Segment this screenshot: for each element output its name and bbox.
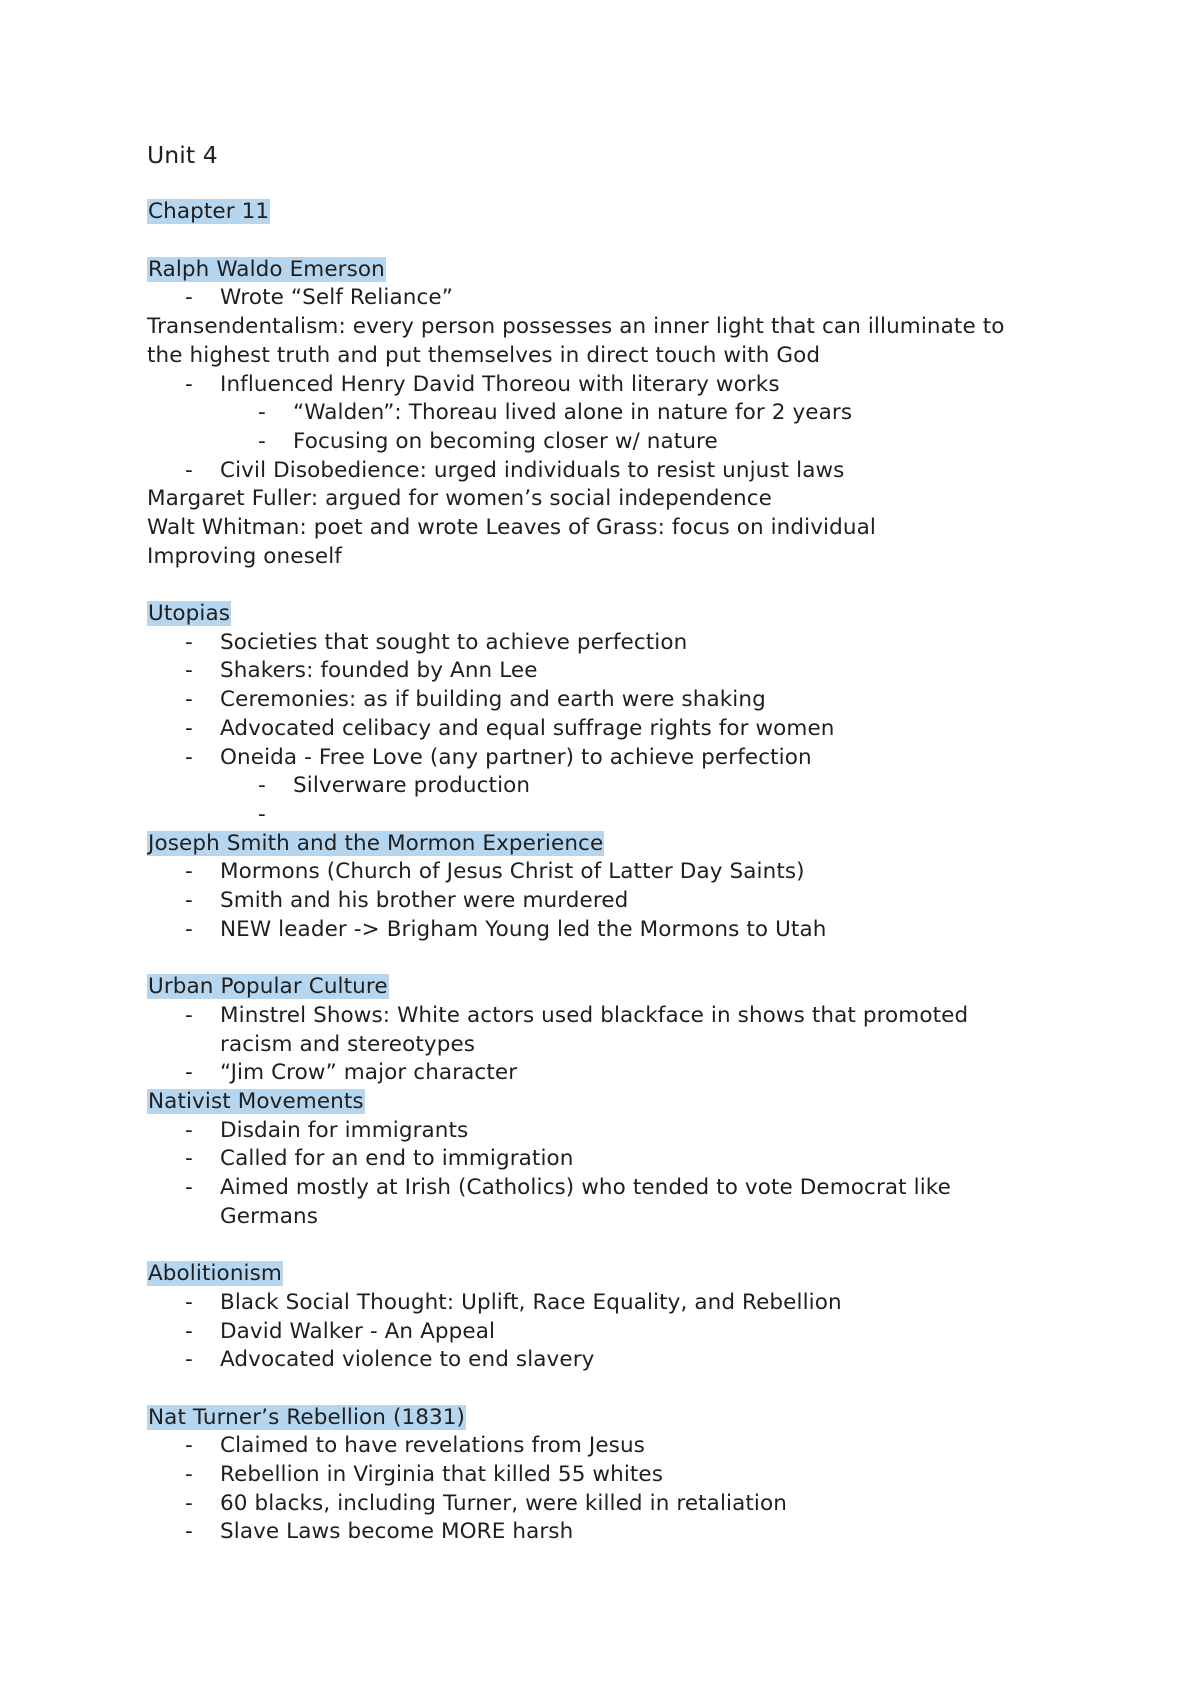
paragraph-line: Walt Whitman: poet and wrote Leaves of Grass: focus on individual — [147, 515, 876, 541]
list-item — [147, 284, 1107, 313]
list-item-text: Wrote “Self Reliance” — [220, 285, 453, 311]
sub-list-item — [147, 772, 1107, 801]
list-item-text: Claimed to have revelations from Jesus — [220, 1433, 645, 1459]
list-item-text: Aimed mostly at Irish (Catholics) who tended to vote Democrat like — [220, 1175, 951, 1201]
bullet-dash: - — [185, 1462, 193, 1487]
paragraph-line: Margaret Fuller: argued for women’s social independence — [147, 486, 772, 512]
list-item-text: Shakers: founded by Ann Lee — [220, 658, 538, 684]
bullet-dash: - — [185, 715, 193, 741]
sub-list-item-empty — [147, 801, 1107, 830]
bullet-dash: - — [185, 916, 193, 942]
bullet-dash: - — [185, 285, 193, 311]
list-item — [147, 1145, 1107, 1174]
list-item-text: Minstrel Shows: White actors used blackface in shows that promoted — [220, 1002, 969, 1028]
bullet-dash: - — [258, 428, 266, 454]
list-item — [147, 1346, 1107, 1375]
bullet-dash: - — [185, 1433, 193, 1459]
list-item-text: NEW leader -> Brigham Young led the Mormons to Utah — [220, 916, 827, 942]
section-heading-utopias — [147, 600, 1107, 629]
heading-emerson-text: Ralph Waldo Emerson — [148, 256, 385, 282]
section-heading-urban — [147, 973, 1107, 1002]
list-item-text: Disdain for immigrants — [220, 1117, 469, 1143]
list-item — [147, 1490, 1107, 1519]
bullet-dash: - — [185, 1175, 193, 1201]
list-item-text: Oneida - Free Love (any partner) to achieve perfection — [220, 744, 812, 770]
bullet-dash: - — [185, 1146, 193, 1172]
chapter-heading-text: Chapter 11 — [148, 199, 270, 225]
list-item — [147, 1174, 1107, 1203]
section-heading-mormon — [147, 830, 1107, 859]
sub-list-item — [147, 428, 1107, 457]
list-item — [147, 858, 1107, 887]
list-item — [147, 657, 1107, 686]
list-item-text: Black Social Thought: Uplift, Race Equality, and Rebellion — [220, 1289, 842, 1315]
list-item-text: Societies that sought to achieve perfection — [220, 629, 688, 655]
section-heading-abolitionism — [147, 1260, 1107, 1289]
list-item — [147, 1318, 1107, 1347]
bullet-dash: - — [185, 1347, 193, 1373]
list-item-text: David Walker - An Appeal — [220, 1318, 496, 1344]
list-item — [147, 744, 1107, 773]
list-item — [147, 1002, 1107, 1031]
section-heading-emerson — [147, 256, 1107, 285]
list-item-text: Mormons (Church of Jesus Christ of Latter Day Saints) — [220, 859, 805, 885]
paragraph-line: Transendentalism: every person possesses an inner light that can illuminate to — [147, 314, 1005, 340]
list-item-continuation: racism and stereotypes — [220, 1031, 476, 1057]
list-item — [147, 1461, 1107, 1490]
list-item — [147, 916, 1107, 945]
bullet-dash: - — [185, 1002, 193, 1028]
sub-list-item — [147, 399, 1107, 428]
heading-nativist-text: Nativist Movements — [148, 1088, 364, 1114]
heading-abolitionism-text: Abolitionism — [148, 1261, 282, 1287]
bullet-dash: - — [185, 457, 193, 483]
notes-content — [147, 141, 1107, 1547]
list-item-text: “Jim Crow” major character — [220, 1060, 518, 1086]
list-item-text: Slave Laws become MORE harsh — [220, 1519, 574, 1545]
paragraph-line: the highest truth and put themselves in direct touch with God — [147, 342, 821, 368]
list-item — [147, 1518, 1107, 1547]
paragraph-line: Improving oneself — [147, 543, 342, 569]
list-item-text: Civil Disobedience: urged individuals to resist unjust laws — [220, 457, 845, 483]
list-item — [147, 371, 1107, 400]
bullet-dash: - — [185, 658, 193, 684]
heading-urban-text: Urban Popular Culture — [148, 974, 388, 1000]
list-item-text: Smith and his brother were murdered — [220, 888, 629, 914]
list-item-text: 60 blacks, including Turner, were killed in retaliation — [220, 1490, 787, 1516]
list-item — [147, 457, 1107, 486]
bullet-dash: - — [185, 371, 193, 397]
list-item-text: Ceremonies: as if building and earth were shaking — [220, 687, 766, 713]
list-item-text: Advocated violence to end slavery — [220, 1347, 595, 1373]
list-item — [147, 1289, 1107, 1318]
bullet-dash: - — [185, 1060, 193, 1086]
list-item — [147, 715, 1107, 744]
bullet-dash: - — [185, 629, 193, 655]
list-item — [147, 1059, 1107, 1088]
list-item — [147, 1432, 1107, 1461]
list-item — [147, 686, 1107, 715]
bullet-dash: - — [258, 773, 266, 799]
list-item — [147, 887, 1107, 916]
bullet-dash: - — [185, 687, 193, 713]
list-item-text: Called for an end to immigration — [220, 1146, 574, 1172]
list-item-text: Advocated celibacy and equal suffrage rights for women — [220, 715, 835, 741]
bullet-dash: - — [258, 801, 266, 827]
bullet-dash: - — [258, 400, 266, 426]
bullet-dash: - — [185, 1318, 193, 1344]
heading-mormon-text: Joseph Smith and the Mormon Experience — [148, 830, 604, 856]
bullet-dash: - — [185, 888, 193, 914]
list-item-text: Influenced Henry David Thoreou with literary works — [220, 371, 780, 397]
list-item-text: Focusing on becoming closer w/ nature — [293, 428, 718, 454]
list-item-continuation: Germans — [220, 1203, 318, 1229]
list-item — [147, 1117, 1107, 1146]
list-item-text: Silverware production — [293, 773, 531, 799]
heading-nat-turner-text: Nat Turner’s Rebellion (1831) — [148, 1404, 466, 1430]
heading-utopias-text: Utopias — [148, 601, 231, 627]
bullet-dash: - — [185, 744, 193, 770]
bullet-dash: - — [185, 1519, 193, 1545]
section-heading-nativist — [147, 1088, 1107, 1117]
bullet-dash: - — [185, 1490, 193, 1516]
section-heading-nat-turner — [147, 1404, 1107, 1433]
bullet-dash: - — [185, 859, 193, 885]
list-item — [147, 629, 1107, 658]
bullet-dash: - — [185, 1117, 193, 1143]
chapter-heading — [147, 198, 1107, 227]
list-item-text: Rebellion in Virginia that killed 55 whites — [220, 1462, 664, 1487]
unit-title: Unit 4 — [147, 141, 218, 169]
bullet-dash: - — [185, 1289, 193, 1315]
list-item-text: “Walden”: Thoreau lived alone in nature for 2 years — [293, 400, 853, 426]
